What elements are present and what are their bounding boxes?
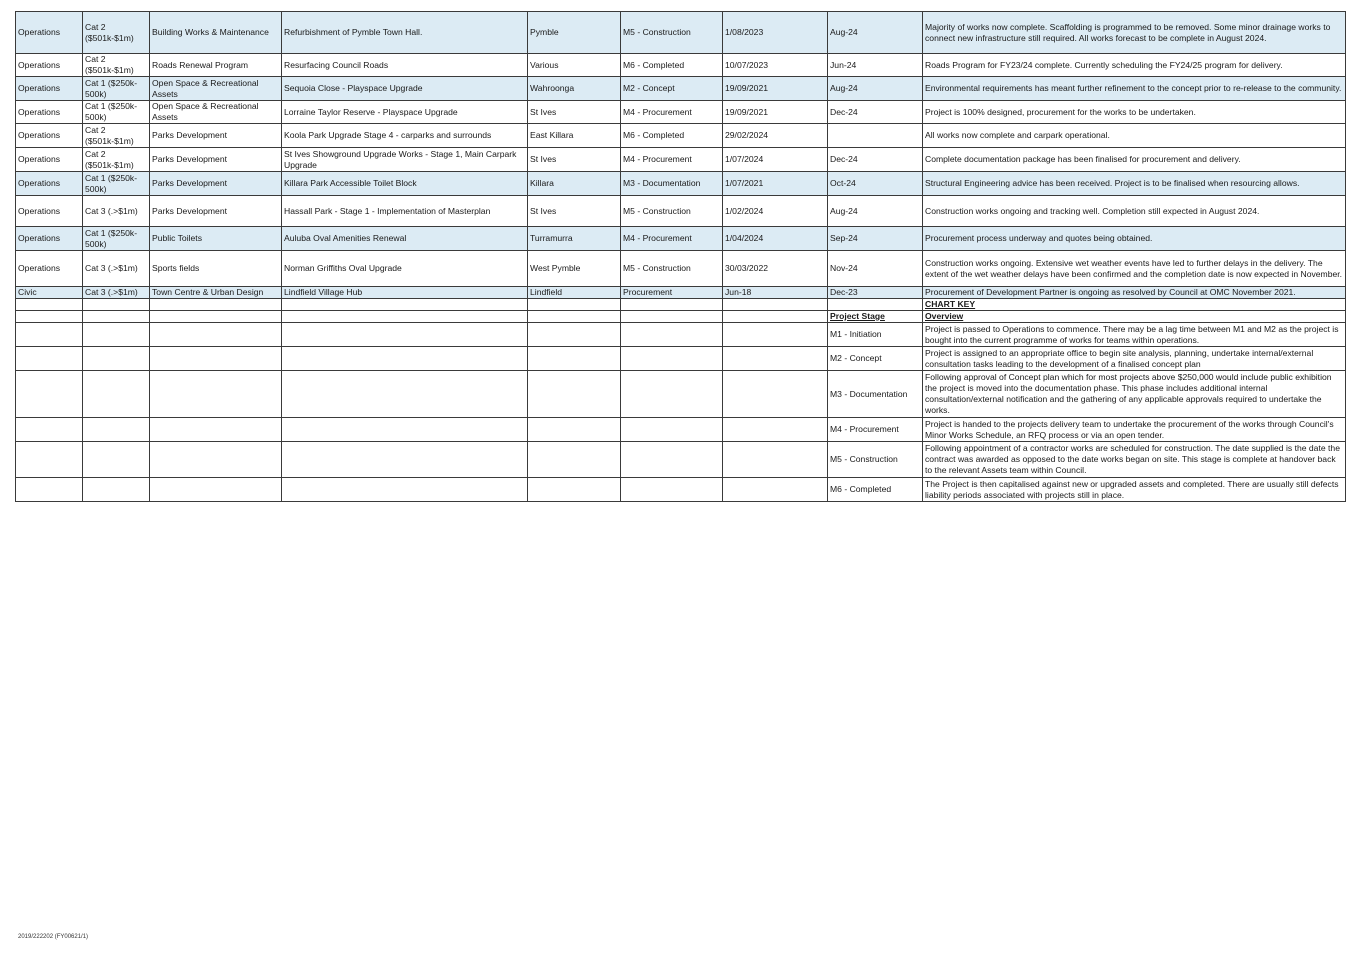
project-cell-6: 1/02/2024 [723,196,828,227]
project-cell-3: Koola Park Upgrade Stage 4 - carparks and surrounds [282,124,528,148]
project-cell-5: M3 - Documentation [621,172,723,196]
key-cell-6 [723,323,828,347]
project-cell-2: Parks Development [150,148,282,172]
project-cell-2: Parks Development [150,124,282,148]
key-cell-0 [16,418,83,442]
project-cell-6: Jun-18 [723,287,828,299]
project-cell-6: 1/07/2024 [723,148,828,172]
key-cell-5 [621,418,723,442]
key-cell-0 [16,323,83,347]
key-cell-6 [723,442,828,478]
key-cell-5 [621,323,723,347]
project-cell-1: Cat 1 ($250k-500k) [83,172,150,196]
key-cell-1 [83,371,150,418]
project-cell-5: M6 - Completed [621,54,723,77]
project-cell-6: 1/07/2021 [723,172,828,196]
key-cell-5 [621,442,723,478]
project-row [16,101,1346,124]
project-cell-1: Cat 1 ($250k-500k) [83,77,150,101]
key-cell-4 [528,371,621,418]
key-cell-1 [83,347,150,371]
project-cell-3: Killara Park Accessible Toilet Block [282,172,528,196]
project-cell-3: Lindfield Village Hub [282,287,528,299]
key-cell-8: The Project is then capitalised against new or upgraded assets and completed. There are usually still defects liability periods associated with projects still in place. [923,478,1346,502]
key-cell-0 [16,299,83,311]
project-cell-4: Various [528,54,621,77]
project-cell-4: West Pymble [528,251,621,287]
project-cell-7: Oct-24 [828,172,923,196]
project-cell-1: Cat 2 ($501k-$1m) [83,54,150,77]
project-cell-1: Cat 2 ($501k-$1m) [83,124,150,148]
project-cell-4: St Ives [528,148,621,172]
project-cell-0: Operations [16,251,83,287]
document-reference: 2019/222202 (FY00621/1) [18,934,89,940]
project-cell-8: Project is 100% designed, procurement for the works to be undertaken. [923,101,1346,124]
chart-key-header-row [16,311,1346,323]
key-cell-7: M2 - Concept [828,347,923,371]
project-cell-1: Cat 3 (.>$1m) [83,196,150,227]
key-cell-0 [16,442,83,478]
project-cell-0: Operations [16,12,83,54]
project-cell-5: M6 - Completed [621,124,723,148]
key-cell-7 [828,299,923,311]
project-cell-8: Construction works ongoing and tracking well. Completion still expected in August 2024. [923,196,1346,227]
project-cell-2: Roads Renewal Program [150,54,282,77]
key-cell-8: Following approval of Concept plan which for most projects above $250,000 would include public exhibition the project is moved into the documentation phase. This phase includes additional internal consultation/external notification and the gathering of any applicable approvals required to undertake the works. [923,371,1346,418]
project-cell-6: 19/09/2021 [723,101,828,124]
project-cell-4: Wahroonga [528,77,621,101]
project-cell-2: Open Space & Recreational Assets [150,77,282,101]
project-cell-4: East Killara [528,124,621,148]
project-cell-4: Pymble [528,12,621,54]
project-row [16,124,1346,148]
project-cell-2: Open Space & Recreational Assets [150,101,282,124]
project-cell-0: Operations [16,101,83,124]
project-cell-8: Majority of works now complete. Scaffolding is programmed to be removed. Some minor drainage works to connect new infrastructure still required. All works forecast to be complete in August 2024. [923,12,1346,54]
project-cell-7: Dec-24 [828,148,923,172]
key-cell-1 [83,311,150,323]
project-cell-5: M5 - Construction [621,12,723,54]
key-cell-3 [282,418,528,442]
project-cell-8: Structural Engineering advice has been received. Project is to be finalised when resourcing allows. [923,172,1346,196]
project-cell-3: Lorraine Taylor Reserve - Playspace Upgrade [282,101,528,124]
key-cell-3 [282,478,528,502]
key-cell-4 [528,299,621,311]
project-cell-7: Aug-24 [828,12,923,54]
key-cell-6 [723,371,828,418]
key-cell-4 [528,311,621,323]
key-cell-8: Overview [923,311,1346,323]
project-row [16,172,1346,196]
key-cell-8: Project is passed to Operations to commence. There may be a lag time between M1 and M2 as the project is bought into the current programme of works for teams within operations. [923,323,1346,347]
project-cell-1: Cat 3 (.>$1m) [83,251,150,287]
key-cell-2 [150,299,282,311]
project-cell-0: Operations [16,54,83,77]
key-cell-3 [282,323,528,347]
project-cell-3: Hassall Park - Stage 1 - Implementation of Masterplan [282,196,528,227]
project-row [16,227,1346,251]
chart-key-stage-row [16,371,1346,418]
project-cell-6: 1/04/2024 [723,227,828,251]
key-cell-1 [83,299,150,311]
key-cell-0 [16,478,83,502]
project-cell-2: Public Toilets [150,227,282,251]
project-cell-3: Resurfacing Council Roads [282,54,528,77]
project-cell-2: Sports fields [150,251,282,287]
key-cell-3 [282,442,528,478]
project-cell-7 [828,124,923,148]
key-cell-6 [723,418,828,442]
project-cell-7: Dec-23 [828,287,923,299]
project-cell-0: Operations [16,77,83,101]
project-cell-4: St Ives [528,101,621,124]
project-cell-2: Building Works & Maintenance [150,12,282,54]
key-cell-4 [528,478,621,502]
key-cell-2 [150,347,282,371]
project-cell-3: Sequoia Close - Playspace Upgrade [282,77,528,101]
key-cell-5 [621,478,723,502]
chart-key-stage-row [16,323,1346,347]
project-cell-8: Procurement process underway and quotes being obtained. [923,227,1346,251]
key-cell-5 [621,347,723,371]
project-cell-7: Dec-24 [828,101,923,124]
project-cell-8: Procurement of Development Partner is ongoing as resolved by Council at OMC November 2021. [923,287,1346,299]
key-cell-6 [723,311,828,323]
key-cell-4 [528,347,621,371]
project-row [16,251,1346,287]
key-cell-2 [150,442,282,478]
key-cell-1 [83,478,150,502]
key-cell-7: M1 - Initiation [828,323,923,347]
project-cell-6: 19/09/2021 [723,77,828,101]
project-cell-5: M5 - Construction [621,251,723,287]
key-cell-5 [621,311,723,323]
key-cell-0 [16,371,83,418]
projects-table [15,11,1346,502]
key-cell-6 [723,299,828,311]
project-cell-1: Cat 2 ($501k-$1m) [83,148,150,172]
project-cell-8: Complete documentation package has been finalised for procurement and delivery. [923,148,1346,172]
key-cell-7: M5 - Construction [828,442,923,478]
project-cell-1: Cat 2 ($501k-$1m) [83,12,150,54]
project-cell-5: M4 - Procurement [621,148,723,172]
key-cell-0 [16,347,83,371]
key-cell-4 [528,323,621,347]
project-cell-7: Aug-24 [828,196,923,227]
project-row [16,196,1346,227]
key-cell-4 [528,418,621,442]
chart-key-stage-row [16,442,1346,478]
key-cell-8: Project is assigned to an appropriate office to begin site analysis, planning, undertake internal/external consultation tasks leading to the development of a finalised concept plan [923,347,1346,371]
project-row [16,287,1346,299]
key-cell-1 [83,418,150,442]
key-cell-7: M4 - Procurement [828,418,923,442]
project-cell-3: Norman Griffiths Oval Upgrade [282,251,528,287]
key-cell-7: M6 - Completed [828,478,923,502]
project-cell-6: 29/02/2024 [723,124,828,148]
project-cell-4: Killara [528,172,621,196]
project-cell-7: Jun-24 [828,54,923,77]
key-cell-1 [83,323,150,347]
project-cell-2: Parks Development [150,196,282,227]
chart-key-stage-row [16,347,1346,371]
chart-key-title-row [16,299,1346,311]
project-cell-0: Civic [16,287,83,299]
project-cell-3: Auluba Oval Amenities Renewal [282,227,528,251]
project-row [16,12,1346,54]
key-cell-8: Project is handed to the projects delivery team to undertake the procurement of the works through Council's Minor Works Schedule, an RFQ process or via an open tender. [923,418,1346,442]
project-row [16,54,1346,77]
project-row [16,148,1346,172]
key-cell-2 [150,323,282,347]
key-cell-1 [83,442,150,478]
project-cell-6: 30/03/2022 [723,251,828,287]
project-cell-6: 10/07/2023 [723,54,828,77]
project-cell-3: St Ives Showground Upgrade Works - Stage 1, Main Carpark Upgrade [282,148,528,172]
project-cell-7: Nov-24 [828,251,923,287]
key-cell-6 [723,478,828,502]
project-cell-7: Sep-24 [828,227,923,251]
project-row [16,77,1346,101]
project-cell-5: M2 - Concept [621,77,723,101]
project-cell-6: 1/08/2023 [723,12,828,54]
key-cell-3 [282,371,528,418]
key-cell-2 [150,418,282,442]
project-cell-0: Operations [16,148,83,172]
key-cell-5 [621,371,723,418]
project-cell-8: All works now complete and carpark operational. [923,124,1346,148]
key-cell-0 [16,311,83,323]
key-cell-4 [528,442,621,478]
key-cell-3 [282,347,528,371]
project-cell-4: Turramurra [528,227,621,251]
project-cell-5: M4 - Procurement [621,101,723,124]
project-cell-7: Aug-24 [828,77,923,101]
project-cell-8: Environmental requirements has meant further refinement to the concept prior to re-release to the community. [923,77,1346,101]
project-cell-0: Operations [16,196,83,227]
project-cell-1: Cat 1 ($250k-500k) [83,101,150,124]
project-cell-0: Operations [16,227,83,251]
project-cell-4: St Ives [528,196,621,227]
key-cell-2 [150,311,282,323]
project-cell-8: Construction works ongoing. Extensive wet weather events have led to further delays in the delivery. The extent of the wet weather delays have been confirmed and the completion date is now expected in November. [923,251,1346,287]
project-cell-2: Town Centre & Urban Design [150,287,282,299]
project-cell-5: Procurement [621,287,723,299]
chart-key-stage-row [16,418,1346,442]
key-cell-2 [150,478,282,502]
key-cell-3 [282,311,528,323]
key-cell-3 [282,299,528,311]
project-cell-1: Cat 3 (.>$1m) [83,287,150,299]
key-cell-7: M3 - Documentation [828,371,923,418]
key-cell-5 [621,299,723,311]
chart-key-stage-row [16,478,1346,502]
key-cell-6 [723,347,828,371]
project-cell-0: Operations [16,172,83,196]
key-cell-8: Following appointment of a contractor works are scheduled for construction. The date supplied is the date the contract was awarded as opposed to the date works began on site. This stage is complete at handover back to the relevant Assets team within Council. [923,442,1346,478]
key-cell-2 [150,371,282,418]
project-cell-5: M4 - Procurement [621,227,723,251]
project-cell-1: Cat 1 ($250k-500k) [83,227,150,251]
project-cell-4: Lindfield [528,287,621,299]
project-cell-8: Roads Program for FY23/24 complete. Currently scheduling the FY24/25 program for delivery. [923,54,1346,77]
key-cell-8: CHART KEY [923,299,1346,311]
key-cell-7: Project Stage [828,311,923,323]
project-cell-5: M5 - Construction [621,196,723,227]
project-cell-3: Refurbishment of Pymble Town Hall. [282,12,528,54]
project-cell-2: Parks Development [150,172,282,196]
project-cell-0: Operations [16,124,83,148]
